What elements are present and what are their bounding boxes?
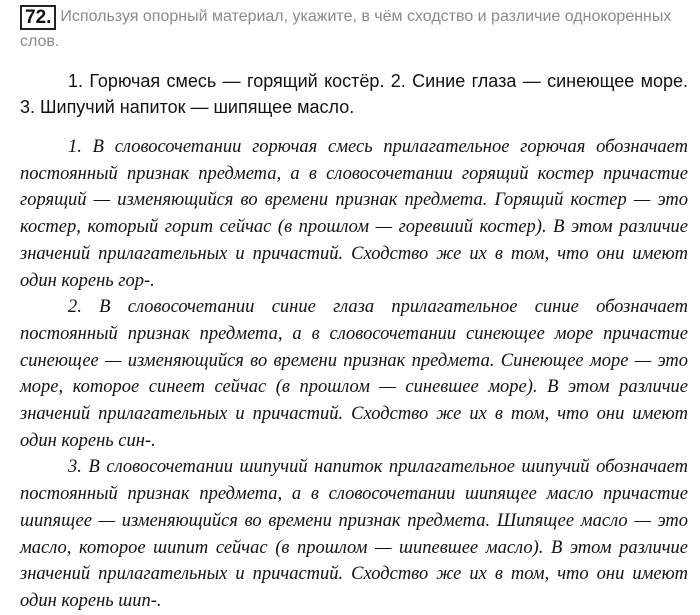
answer-paragraph-1: 1. В словосочетании горючая смесь прилагательное горючая обозначает постоянный признак предмета, а в словосочетании горящий костер причастие горящий — изменяющийся во времени признак предмета. Горящий костер — это костер, который горит сейчас (в прошлом — горевший костер). В этом различие значений прилагательных и причастий. Сходство же их в том, что они имеют один корень гор-. xyxy=(20,137,688,291)
exercise-text: 1. Горючая смесь — горящий костёр. 2. Синие глаза — синеющее море. 3. Шипучий напиток — шипящее масло. xyxy=(20,71,688,117)
task-instruction: Используя опорный материал, укажите, в чём сходство и различие однокоренных слов. xyxy=(20,8,672,50)
answer-paragraph-2: 2. В словосочетании синие глаза прилагательное синие обозначает постоянный признак предмета, а в словосочетании синеющее море причастие синеющее — изменяющийся во времени признак предмета. Синеющее море — это море, которое синеет сейчас (в прошлом — синевшее море). В этом различие значений прилагательных и причастий. Сходство же их в том, что они имеют один корень син-. xyxy=(20,297,688,451)
answer-paragraph-3: 3. В словосочетании шипучий напиток прилагательное шипучий обозначает постоянный признак предмета, а в словосочетании шипящее масло причастие шипящее — изменяющийся во времени признак предмета. Шипящее масло — это масло, которое шипит сейчас (в прошлом — шипевшее масло). В этом различие значений прилагательных и причастий. Сходство же их в том, что они имеют один корень шип-. xyxy=(20,457,688,611)
answer-block xyxy=(20,134,688,615)
task-number: 72. xyxy=(20,5,56,30)
task-header xyxy=(20,5,692,53)
